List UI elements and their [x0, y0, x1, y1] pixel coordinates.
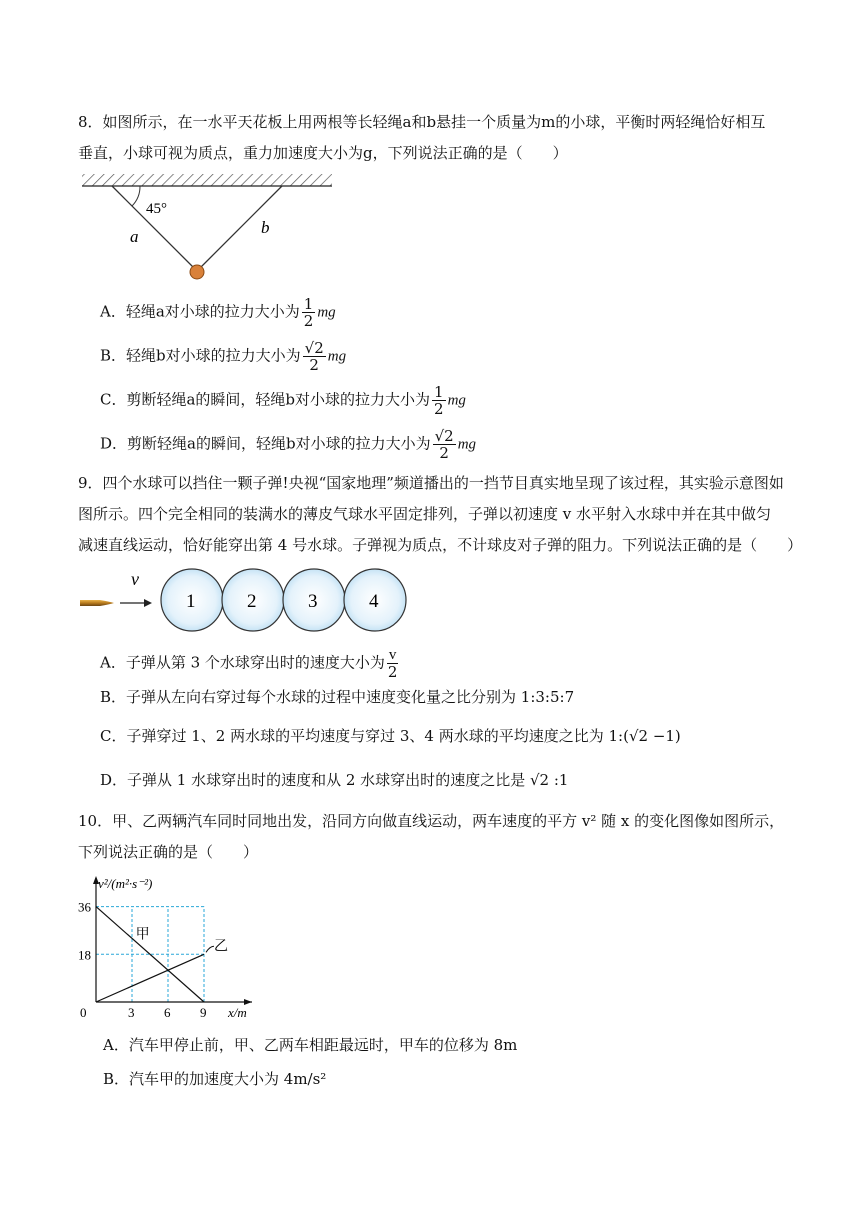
q8-option-a: A．轻绳a对小球的拉力大小为 $\frac{1}{2}$ mg: [100, 295, 336, 330]
q10-stem-line1: 10．甲、乙两辆汽车同时同地出发，沿同方向做直线运动，两车速度的平方 v² 随 x 的变化图像如图所示，: [78, 812, 785, 830]
x-tick-label: 3: [128, 1005, 135, 1020]
y-tick-label: 36: [78, 899, 91, 915]
bullet-icon: [80, 600, 114, 606]
q10-stem-line2: 下列说法正确的是（ ）: [78, 843, 259, 861]
q9-stem-line1: 9．四个水球可以挡住一颗子弹!央视“国家地理”频道播出的一挡节目真实地呈现了该过程，其实验示意图如: [78, 474, 784, 492]
x-tick-label: 9: [200, 1005, 207, 1020]
ball-1-label: 1: [186, 591, 196, 612]
y-axis-label: v²/(m²·s⁻²): [98, 876, 153, 891]
q8-option-c: C．剪断轻绳a的瞬间，轻绳b对小球的拉力大小为 $\frac{1}{2}$ mg: [100, 383, 466, 418]
q10-chart: [78, 872, 258, 1022]
q8-stem-line1: 8．如图所示，在一水平天花板上用两根等长轻绳a和b悬挂一个质量为m的小球，平衡时两轻绳恰好相互: [78, 113, 766, 131]
angle-arc: [132, 186, 140, 206]
q10-option-b: B．汽车甲的加速度大小为 4m/s²: [103, 1070, 327, 1088]
x-tick-label: 6: [164, 1005, 171, 1020]
ball-4-label: 4: [369, 591, 379, 612]
q9-stem-line2: 图所示。四个完全相同的装满水的薄皮气球水平固定排列，子弹以初速度 v 水平射入水球中并在其中做匀: [78, 505, 772, 523]
ball: [190, 265, 204, 279]
q9-option-d: D．子弹从 1 水球穿出时的速度和从 2 水球穿出时的速度之比是 √2 :1: [100, 771, 569, 789]
q9-figure: [78, 565, 418, 637]
q9-option-b: B．子弹从左向右穿过每个水球的过程中速度变化量之比分别为 1:3:5:7: [100, 688, 575, 706]
rope-a-label: a: [130, 227, 139, 246]
series-2-leader: [206, 946, 214, 952]
y-tick-label: 18: [78, 947, 91, 963]
q10-option-a: A．汽车甲停止前，甲、乙两车相距最远时，甲车的位移为 8m: [103, 1036, 518, 1054]
q8-figure: [78, 170, 338, 285]
series-label-1: 甲: [135, 927, 150, 943]
angle-label: 45°: [146, 201, 167, 217]
q8-option-d: D．剪断轻绳a的瞬间，轻绳b对小球的拉力大小为 $\frac{√2}{2}$ mg: [100, 427, 477, 462]
series-label-2: 乙: [214, 939, 228, 955]
q9-stem-line3: 减速直线运动，恰好能穿出第 4 号水球。子弹视为质点，不计球皮对子弹的阻力。下列说法正确的是（ ）: [78, 536, 803, 554]
origin-label: 0: [80, 1005, 87, 1020]
q9-option-a: A．子弹从第 3 个水球穿出时的速度大小为 $\frac{v}{2}$: [100, 647, 398, 681]
q8-option-b: B．轻绳b对小球的拉力大小为 $\frac{√2}{2}$ mg: [100, 339, 347, 374]
velocity-label: v: [131, 569, 139, 589]
rope-b-label: b: [261, 218, 270, 237]
ceiling-hatch: [82, 174, 332, 186]
ball-2-label: 2: [247, 591, 257, 612]
series-line-2: [96, 954, 204, 1002]
arrow-head: [144, 599, 152, 607]
x-axis-label: x/m: [228, 1005, 247, 1020]
rope-a: [112, 186, 197, 271]
q9-option-c: C．子弹穿过 1、2 两水球的平均速度与穿过 3、4 两水球的平均速度之比为 1:(√2 −1): [100, 727, 681, 745]
ball-3-label: 3: [308, 591, 318, 612]
q8-stem-line2: 垂直，小球可视为质点，重力加速度大小为g，下列说法正确的是（ ）: [78, 144, 568, 162]
